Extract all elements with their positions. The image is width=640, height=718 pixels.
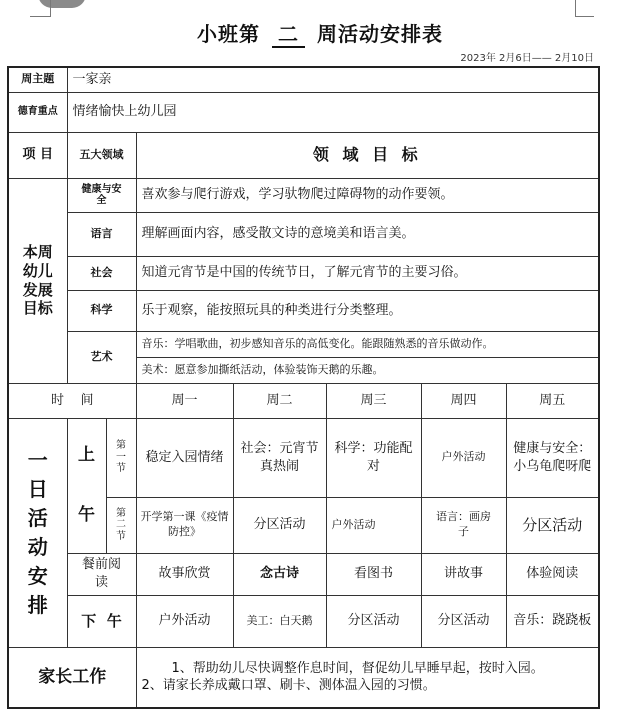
activity-cell: 美工：白天鹅 [233,595,326,647]
crop-mark [30,0,51,17]
day-header: 周一 [136,383,233,418]
time-header: 时 间 [8,383,136,418]
goals-label: 本周幼儿发展目标 [8,178,67,383]
goal-text: 理解画面内容，感受散文诗的意境美和语言美。 [136,212,599,256]
activity-cell: 分区活动 [506,497,599,553]
goal-text: 知道元宵节是中国的传统节日，了解元宵节的主要习俗。 [136,256,599,290]
goal-text: 美术：愿意参加撕纸活动，体验装饰天鹅的乐趣。 [136,357,599,383]
parents-line-1: 1、帮助幼儿尽快调整作息时间，督促幼儿早睡早起，按时入园。 [171,660,544,676]
goal-row [8,331,599,357]
activity-cell: 健康与安全：小乌龟爬呀爬 [506,418,599,497]
activity-cell: 分区活动 [326,595,421,647]
period1-label: 第一节 [106,418,136,497]
title-suffix: 周活动安排表 [316,22,443,46]
day-header: 周二 [233,383,326,418]
targets-header: 领 域 目 标 [136,132,599,178]
page-title [0,18,640,47]
activity-cell: 稳定入园情绪 [136,418,233,497]
day-header: 周三 [326,383,421,418]
daily-schedule-label: 一日活动安排 [8,418,67,647]
period2-label: 第二节 [106,497,136,553]
activity-cell: 音乐：跷跷板 [506,595,599,647]
schedule-table [7,66,600,709]
goal-text: 乐于观察，能按照玩具的种类进行分类整理。 [136,290,599,331]
domains-header: 五大领域 [67,132,136,178]
moral-value: 情绪愉快上幼儿园 [67,92,599,132]
goal-domain: 科学 [67,290,136,331]
activity-cell: 科学：功能配对 [326,418,421,497]
moral-row [8,92,599,132]
goal-domain: 健康与安全 [67,178,136,212]
afternoon-row [8,595,599,647]
parents-row [8,647,599,708]
goal-domain: 艺术 [67,331,136,383]
theme-value: 一家亲 [67,67,599,92]
activity-cell: 开学第一课《疫情防控》 [136,497,233,553]
day-header: 周五 [506,383,599,418]
goal-row [8,290,599,331]
crop-mark [575,0,594,17]
moral-label: 德育重点 [8,92,67,132]
activity-cell: 户外活动 [326,497,421,553]
day-header: 周四 [421,383,506,418]
period1-row [8,418,599,497]
activity-cell: 语言：画房子 [421,497,506,553]
activity-cell: 分区活动 [233,497,326,553]
reading-label: 餐前阅读 [67,553,136,595]
activity-cell: 故事欣赏 [136,553,233,595]
goal-domain: 语言 [67,212,136,256]
activity-cell: 讲故事 [421,553,506,595]
activity-cell: 社会：元宵节真热闹 [233,418,326,497]
goal-row [8,212,599,256]
activity-cell: 户外活动 [136,595,233,647]
item-header: 项 目 [8,132,67,178]
activity-cell: 分区活动 [421,595,506,647]
activity-cell: 体验阅读 [506,553,599,595]
goal-text: 喜欢参与爬行游戏，学习驮物爬过障碍物的动作要领。 [136,178,599,212]
theme-label: 周主题 [8,67,67,92]
reading-row [8,553,599,595]
morning-label: 上午 [67,418,106,553]
activity-cell: 看图书 [326,553,421,595]
afternoon-label: 下 午 [67,595,136,647]
activity-cell: 户外活动 [421,418,506,497]
title-prefix: 小班第 [197,22,261,46]
goal-row [8,256,599,290]
goal-domain: 社会 [67,256,136,290]
parents-label: 家长工作 [8,647,136,708]
goals-header-row [8,132,599,178]
goal-row [8,178,599,212]
activity-cell: 念古诗 [233,553,326,595]
week-number: 二 [272,22,305,48]
theme-row [8,67,599,92]
goal-text: 音乐：学唱歌曲，初步感知音乐的高低变化。能跟随熟悉的音乐做动作。 [136,331,599,357]
date-range: 2023年 2月6日—— 2月10日 [460,53,594,64]
days-header-row [8,383,599,418]
parents-line-2: 2、请家长养成戴口罩、刷卡、测体温入园的习惯。 [141,678,436,694]
